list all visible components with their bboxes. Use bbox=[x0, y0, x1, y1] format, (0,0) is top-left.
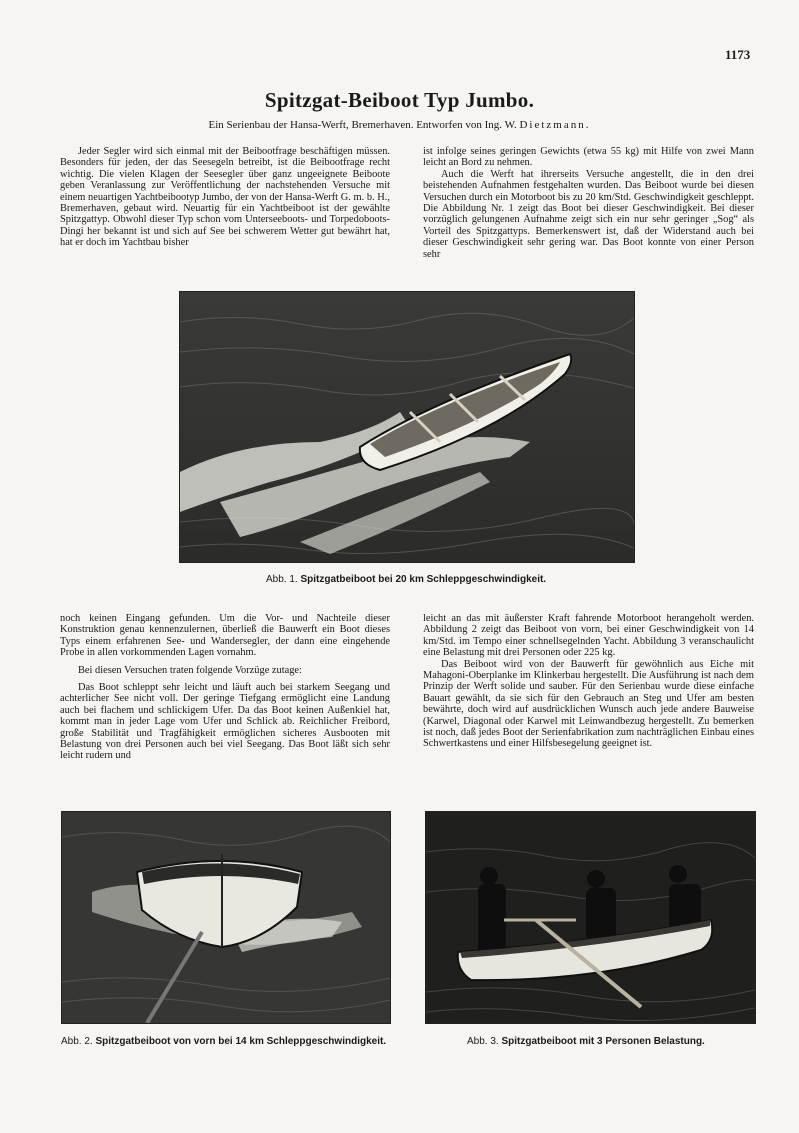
text-column-mid-left bbox=[60, 613, 390, 762]
figure-2-caption-text: Spitzgatbeiboot von vorn bei 14 km Schleppgeschwindigkeit. bbox=[95, 1036, 387, 1047]
figure-3-photo bbox=[425, 811, 756, 1024]
text-column-top-left bbox=[60, 146, 390, 249]
page-number: 1173 bbox=[725, 47, 751, 62]
paragraph: leicht an das mit äußerster Kraft fahrende Motorboot herangeholt werden. Abbildung 2 zeigt das Beiboot von vorn, bei einer Geschwindigkeit von 14 km/Std. im Tempo einer schnellsegelnden Yacht. Abbildung 3 veranschaulicht eine Belastung mit drei Personen oder 225 kg. bbox=[423, 613, 754, 659]
figure-2-label: Abb. 2. bbox=[61, 1036, 93, 1047]
figure-3-label: Abb. 3. bbox=[467, 1036, 499, 1047]
figure-1-caption-text: Spitzgatbeiboot bei 20 km Schleppgeschwindigkeit. bbox=[300, 574, 547, 585]
paragraph: Jeder Segler wird sich einmal mit der Beibootfrage beschäftigen müssen. Besonders für jeden, der das Seesegeln betreibt, ist die Beibootfrage recht wichtig. Die vielen Klagen der Seesegler über ganz ungeeignete Beiboote geben Veranlassung zur Veröffentlichung der nachstehenden Versuche mit einem neuartigen Yachtbeibootyp Jumbo, der von der Hansa-Werft G. m. b. H., Bremerhaven, gebaut wird. Neuartig für ein Yachtbeiboot ist der gewählte Spitzgattyp. Obwohl dieser Typ schon vom Unterseeboots- und Torpedoboots-Dingi her bekannt ist und sich auf See bei schwerem Wetter gut bewährt hat, hat er doch im Yachtbau bisher bbox=[60, 146, 390, 249]
paragraph: Bei diesen Versuchen traten folgende Vorzüge zutage: bbox=[78, 664, 302, 676]
paragraph: ist infolge seines geringen Gewichts (etwa 55 kg) mit Hilfe von zwei Mann leicht an Bord zu nehmen. bbox=[423, 146, 754, 169]
text-column-top-right bbox=[423, 146, 754, 260]
figure-1-label: Abb. 1. bbox=[266, 574, 298, 585]
paragraph: Auch die Werft hat ihrerseits Versuche angestellt, die in den drei beistehenden Aufnahmen festgehalten wurden. Das Beiboot wurde bei diesen Versuchen durch ein Motorboot bis zu 20 km/Std. Geschwindigkeit geschleppt. Die Abbildung Nr. 1 zeigt das Boot bei dieser Geschwindigkeit. Bei dieser vorzüglich gelungenen Aufnahme zeigt sich ein nur sehr geringer „Sog“ als Vorteil des Spitzgattyps. Bemerkenswert ist, daß der Widerstand auch bei dieser Geschwindigkeit sehr gering war. Das Boot konnte von einer Person sehr bbox=[423, 168, 754, 260]
text-column-mid-right bbox=[423, 613, 754, 750]
figure-1-photo bbox=[179, 291, 635, 563]
article-title: Spitzgat-Beiboot Typ Jumbo. bbox=[264, 88, 535, 112]
figure-2-photo bbox=[61, 811, 391, 1024]
subtitle-text: Ein Serienbau der Hansa-Werft, Bremerhaven. Entworfen von Ing. W. bbox=[208, 119, 517, 131]
figure-3-caption bbox=[467, 1036, 705, 1047]
author-name: Dietzmann. bbox=[519, 119, 591, 131]
figure-3-caption-text: Spitzgatbeiboot mit 3 Personen Belastung. bbox=[501, 1036, 705, 1047]
paragraph: Das Beiboot wird von der Bauwerft für gewöhnlich aus Eiche mit Mahagoni-Oberplanke im Klinkerbau hergestellt. Die Ausführung ist nach dem Prinzip der Werft solide und sauber. Für den Serienbau wurde diese einfache Bauart gewählt, da sie sich für den Gebrauch an Steg und Ufer am besten bewährte, doch wird auf ausdrücklichen Wunsch auch jede andere Bauweise (Karwel, Diagonal oder Karwel mit Leinwandbezug hergestellt. Zu bemerken ist noch, daß jedes Boot der Serienfabrikation zum nachträglichen Einbau eines Schwertkastens und einer Hilfsbesegelung geeignet ist. bbox=[423, 658, 754, 750]
paragraph: noch keinen Eingang gefunden. Um die Vor- und Nachteile dieser Konstruktion genau kennenzulernen, überließ die Bauwerft ein Boot dieses Typs einem erfahrenen See- und Wandersegler, der dann eine eingehende Probe in allen vorkommenden Lagen vornahm. bbox=[60, 613, 390, 659]
figure-1-caption bbox=[266, 574, 546, 585]
article-subtitle bbox=[0, 119, 799, 131]
figure-2-caption bbox=[61, 1036, 386, 1047]
paragraph: Das Boot schleppt sehr leicht und läuft auch bei starkem Seegang und achterlicher See nicht voll. Der geringe Tiefgang ermöglicht eine Landung auch bei flachem und schlickigem Ufer. Da das Boot keinen Außenkiel hat, kommt man in jeder Lage vom Ufer und Schlick ab. Reichlicher Freibord, große Stabilität und Tragfähigkeit ermöglichen sicheres Ausbooten mit Belastung von drei Personen auch bei viel Seegang. Das Boot läßt sich sehr leicht rudern und bbox=[60, 682, 390, 762]
